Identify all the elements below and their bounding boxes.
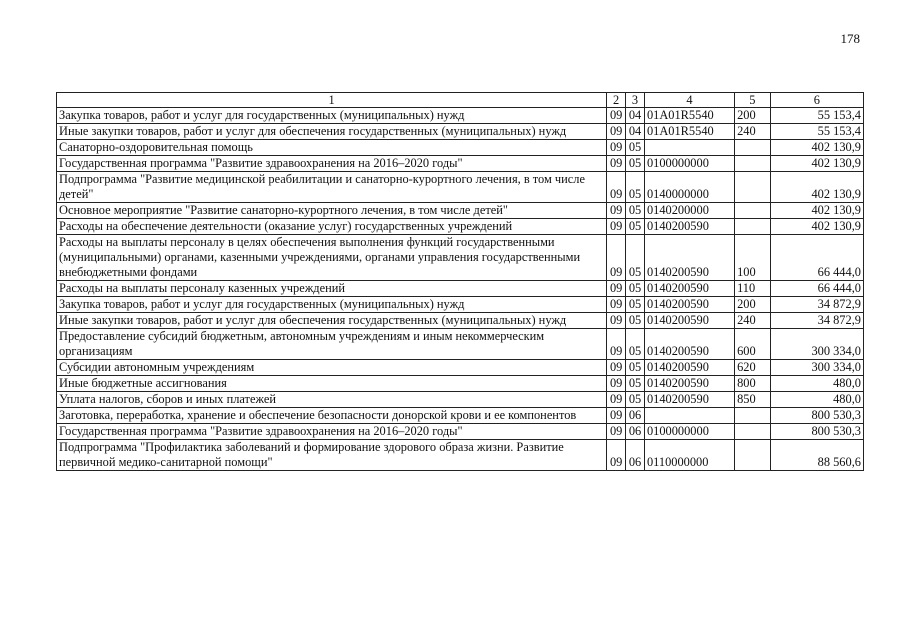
row-name: Закупка товаров, работ и услуг для государственных (муниципальных) нужд [57,297,607,313]
table-row [57,156,864,172]
row-expense-type: 200 [735,297,771,313]
header-row [57,93,864,108]
row-target-article: 0140200590 [644,281,734,297]
row-amount: 480,0 [770,392,863,408]
table-row [57,219,864,235]
row-name: Санаторно-оздоровительная помощь [57,140,607,156]
row-expense-type [735,440,771,471]
row-section-code: 09 [607,219,626,235]
table-row [57,203,864,219]
table-row [57,440,864,471]
row-subsection-code: 05 [626,235,645,281]
row-section-code: 09 [607,297,626,313]
row-expense-type [735,172,771,203]
row-subsection-code: 05 [626,376,645,392]
row-section-code: 09 [607,108,626,124]
row-subsection-code: 05 [626,140,645,156]
row-name: Расходы на выплаты персоналу казенных учреждений [57,281,607,297]
row-expense-type: 850 [735,392,771,408]
table-row [57,392,864,408]
row-section-code: 09 [607,360,626,376]
row-target-article: 0100000000 [644,424,734,440]
row-section-code: 09 [607,172,626,203]
row-section-code: 09 [607,440,626,471]
row-amount: 402 130,9 [770,203,863,219]
row-name: Субсидии автономным учреждениям [57,360,607,376]
row-section-code: 09 [607,203,626,219]
row-target-article: 0140200590 [644,376,734,392]
row-target-article: 0140200590 [644,219,734,235]
row-subsection-code: 06 [626,408,645,424]
row-expense-type: 600 [735,329,771,360]
row-subsection-code: 05 [626,281,645,297]
row-target-article: 0140200590 [644,313,734,329]
row-section-code: 09 [607,313,626,329]
row-subsection-code: 05 [626,156,645,172]
table-row [57,140,864,156]
row-name: Государственная программа "Развитие здравоохранения на 2016–2020 годы" [57,156,607,172]
row-subsection-code: 06 [626,440,645,471]
row-subsection-code: 05 [626,219,645,235]
row-expense-type [735,140,771,156]
row-subsection-code: 05 [626,329,645,360]
row-expense-type [735,156,771,172]
row-amount: 800 530,3 [770,424,863,440]
row-subsection-code: 04 [626,124,645,140]
row-amount: 55 153,4 [770,124,863,140]
table-row [57,124,864,140]
row-section-code: 09 [607,235,626,281]
row-subsection-code: 05 [626,172,645,203]
header-col-1: 1 [57,93,607,108]
table-row [57,329,864,360]
row-amount: 800 530,3 [770,408,863,424]
row-amount: 66 444,0 [770,281,863,297]
row-section-code: 09 [607,376,626,392]
row-amount: 300 334,0 [770,329,863,360]
row-amount: 402 130,9 [770,140,863,156]
row-name: Иные закупки товаров, работ и услуг для обеспечения государственных (муниципальных) нужд [57,313,607,329]
row-expense-type [735,203,771,219]
row-amount: 402 130,9 [770,172,863,203]
header-col-5: 5 [735,93,771,108]
row-subsection-code: 05 [626,203,645,219]
row-subsection-code: 05 [626,313,645,329]
row-amount: 55 153,4 [770,108,863,124]
row-amount: 480,0 [770,376,863,392]
row-target-article [644,140,734,156]
page-number: 178 [840,31,860,46]
table-row [57,172,864,203]
row-name: Иные бюджетные ассигнования [57,376,607,392]
row-name: Государственная программа "Развитие здравоохранения на 2016–2020 годы" [57,424,607,440]
row-target-article: 01A01R5540 [644,108,734,124]
row-expense-type: 240 [735,124,771,140]
row-target-article: 01A01R5540 [644,124,734,140]
row-expense-type: 240 [735,313,771,329]
row-target-article [644,408,734,424]
table-row [57,313,864,329]
header-col-3: 3 [626,93,645,108]
table-row [57,235,864,281]
budget-table [56,92,864,471]
row-section-code: 09 [607,424,626,440]
row-expense-type: 110 [735,281,771,297]
row-expense-type: 100 [735,235,771,281]
row-subsection-code: 04 [626,108,645,124]
row-name: Предоставление субсидий бюджетным, автономным учреждениям и иным некоммерческим организациям [57,329,607,360]
row-name: Подпрограмма "Профилактика заболеваний и формирование здорового образа жизни. Развитие первичной медико-санитарной помощи" [57,440,607,471]
row-target-article: 0140200590 [644,297,734,313]
row-section-code: 09 [607,329,626,360]
row-amount: 402 130,9 [770,219,863,235]
row-amount: 34 872,9 [770,297,863,313]
row-expense-type: 200 [735,108,771,124]
row-name: Расходы на обеспечение деятельности (оказание услуг) государственных учреждений [57,219,607,235]
row-amount: 88 560,6 [770,440,863,471]
row-target-article: 0140200590 [644,329,734,360]
row-target-article: 0100000000 [644,156,734,172]
row-amount: 66 444,0 [770,235,863,281]
header-col-4: 4 [644,93,734,108]
header-col-6: 6 [770,93,863,108]
row-name: Иные закупки товаров, работ и услуг для обеспечения государственных (муниципальных) нужд [57,124,607,140]
row-amount: 402 130,9 [770,156,863,172]
row-target-article: 0140000000 [644,172,734,203]
row-target-article: 0140200590 [644,360,734,376]
table-row [57,108,864,124]
table-row [57,424,864,440]
header-col-2: 2 [607,93,626,108]
row-expense-type [735,408,771,424]
row-target-article: 0140200590 [644,392,734,408]
table-row [57,297,864,313]
row-subsection-code: 06 [626,424,645,440]
table-row [57,360,864,376]
row-name: Закупка товаров, работ и услуг для государственных (муниципальных) нужд [57,108,607,124]
row-target-article: 0110000000 [644,440,734,471]
row-section-code: 09 [607,408,626,424]
table-row [57,408,864,424]
row-name: Основное мероприятие "Развитие санаторно-курортного лечения, в том числе детей" [57,203,607,219]
row-name: Подпрограмма "Развитие медицинской реабилитации и санаторно-курортного лечения, в том числе детей" [57,172,607,203]
table-body [57,108,864,471]
row-subsection-code: 05 [626,360,645,376]
row-section-code: 09 [607,140,626,156]
row-target-article: 0140200590 [644,235,734,281]
row-name: Заготовка, переработка, хранение и обеспечение безопасности донорской крови и ее компонентов [57,408,607,424]
table-row [57,281,864,297]
row-expense-type [735,219,771,235]
row-amount: 34 872,9 [770,313,863,329]
row-subsection-code: 05 [626,392,645,408]
row-expense-type [735,424,771,440]
row-section-code: 09 [607,392,626,408]
row-section-code: 09 [607,124,626,140]
row-amount: 300 334,0 [770,360,863,376]
row-name: Расходы на выплаты персоналу в целях обеспечения выполнения функций государственными (муниципальными) органами, казенными учреждениями, органами управления государственными внебюджетными фондами [57,235,607,281]
row-name: Уплата налогов, сборов и иных платежей [57,392,607,408]
row-expense-type: 800 [735,376,771,392]
table-row [57,376,864,392]
row-expense-type: 620 [735,360,771,376]
row-subsection-code: 05 [626,297,645,313]
row-target-article: 0140200000 [644,203,734,219]
row-section-code: 09 [607,281,626,297]
row-section-code: 09 [607,156,626,172]
